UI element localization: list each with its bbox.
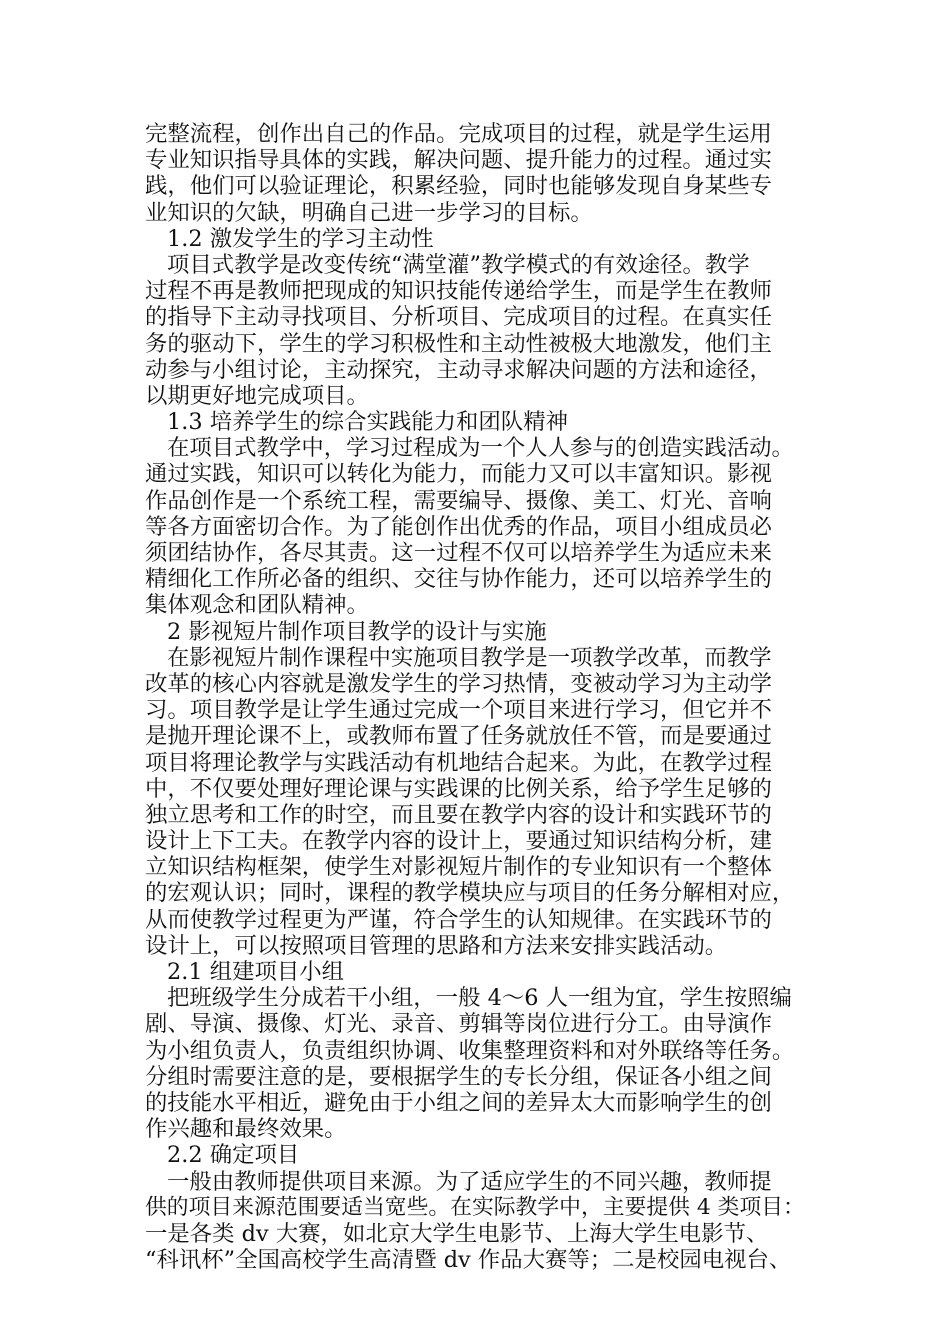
text-line: 1.3 培养学生的综合实践能力和团队精神 xyxy=(167,409,568,436)
text-line: 设计上下工夫。在教学内容的设计上，要通过知识结构分析，建 xyxy=(145,828,772,855)
text-line: 以期更好地完成项目。 xyxy=(145,382,369,409)
text-line: 业知识的欠缺，明确自己进一步学习的目标。 xyxy=(145,199,593,226)
text-line: 从而使教学过程更为严谨，符合学生的认知规律。在实践环节的 xyxy=(145,906,772,933)
text-line: 供的项目来源范围要适当宽些。在实际教学中，主要提供 4 类项目： xyxy=(145,1194,805,1220)
text-line: 2.1 组建项目小组 xyxy=(167,959,345,985)
text-line: 动参与小组讨论，主动探究，主动寻求解决问题的方法和途径， xyxy=(145,356,772,383)
text-line: 是抛开理论课不上，或教师布置了任务就放任不管，而是要通过 xyxy=(145,723,772,750)
text-line: 须团结协作，各尽其责。这一过程不仅可以培养学生为适应未来 xyxy=(145,540,772,566)
text-line: “科讯杯”全国高校学生高清暨 dv 作品大赛等；二是校园电视台、 xyxy=(145,1247,792,1274)
text-line: 中，不仅要处理好理论课与实践课的比例关系，给予学生足够的 xyxy=(145,775,772,802)
text-line: 一是各类 dv 大赛，如北京大学生电影节、上海大学生电影节、 xyxy=(145,1220,769,1247)
text-line: 一般由教师提供项目来源。为了适应学生的不同兴趣，教师提 xyxy=(167,1168,772,1195)
text-line: 践，他们可以验证理论，积累经验，同时也能够发现自身某些专 xyxy=(145,173,772,200)
text-line: 集体观念和团队精神。 xyxy=(145,592,369,619)
text-line: 把班级学生分成若干小组，一般 4～6 人一组为宜，学生按照编 xyxy=(167,985,792,1012)
body-text xyxy=(145,121,805,1273)
text-line: 设计上，可以按照项目管理的思路和方法来安排实践活动。 xyxy=(145,932,728,959)
text-line: 独立思考和工作的时空，而且要在教学内容的设计和实践环节的 xyxy=(145,801,772,828)
text-line: 作品创作是一个系统工程，需要编导、摄像、美工、灯光、音响 xyxy=(145,487,772,514)
text-line: 立知识结构框架，使学生对影视短片制作的专业知识有一个整体 xyxy=(145,854,772,881)
text-line: 项目式教学是改变传统“满堂灌”教学模式的有效途径。教学 xyxy=(167,251,750,278)
text-line: 分组时需要注意的是，要根据学生的专长分组，保证各小组之间 xyxy=(145,1063,772,1090)
text-line: 通过实践，知识可以转化为能力，而能力又可以丰富知识。影视 xyxy=(145,461,772,488)
text-line: 剧、导演、摄像、灯光、录音、剪辑等岗位进行分工。由导演作 xyxy=(145,1011,772,1038)
text-line: 完整流程，创作出自己的作品。完成项目的过程，就是学生运用 xyxy=(145,121,772,147)
text-line: 务的驱动下，学生的学习积极性和主动性被极大地激发，他们主 xyxy=(145,330,772,357)
text-line: 改革的核心内容就是激发学生的学习热情，变被动学习为主动学 xyxy=(145,670,772,697)
text-line: 的技能水平相近，避免由于小组之间的差异太大而影响学生的创 xyxy=(145,1089,772,1116)
text-line: 项目将理论教学与实践活动有机地结合起来。为此，在教学过程 xyxy=(145,749,772,776)
text-line: 等各方面密切合作。为了能创作出优秀的作品，项目小组成员必 xyxy=(145,513,772,540)
text-line: 2 影视短片制作项目教学的设计与实施 xyxy=(167,618,547,645)
text-line: 作兴趣和最终效果。 xyxy=(145,1116,347,1143)
text-line: 2.2 确定项目 xyxy=(167,1142,300,1169)
text-line: 专业知识指导具体的实践，解决问题、提升能力的过程。通过实 xyxy=(145,147,772,174)
text-line: 习。项目教学是让学生通过完成一个项目来进行学习，但它并不 xyxy=(145,697,772,724)
text-line: 精细化工作所必备的组织、交往与协作能力，还可以培养学生的 xyxy=(145,566,772,593)
text-line: 1.2 激发学生的学习主动性 xyxy=(167,225,434,252)
text-line: 的指导下主动寻找项目、分析项目、完成项目的过程。在真实任 xyxy=(145,304,772,331)
text-line: 在项目式教学中，学习过程成为一个人人参与的创造实践活动。 xyxy=(167,435,794,462)
text-line: 为小组负责人，负责组织协调、收集整理资料和对外联络等任务。 xyxy=(145,1037,795,1064)
text-line: 在影视短片制作课程中实施项目教学是一项教学改革，而教学 xyxy=(167,644,772,671)
text-line: 过程不再是教师把现成的知识技能传递给学生，而是学生在教师 xyxy=(145,278,772,305)
text-line: 的宏观认识；同时，课程的教学模块应与项目的任务分解相对应， xyxy=(145,880,795,907)
